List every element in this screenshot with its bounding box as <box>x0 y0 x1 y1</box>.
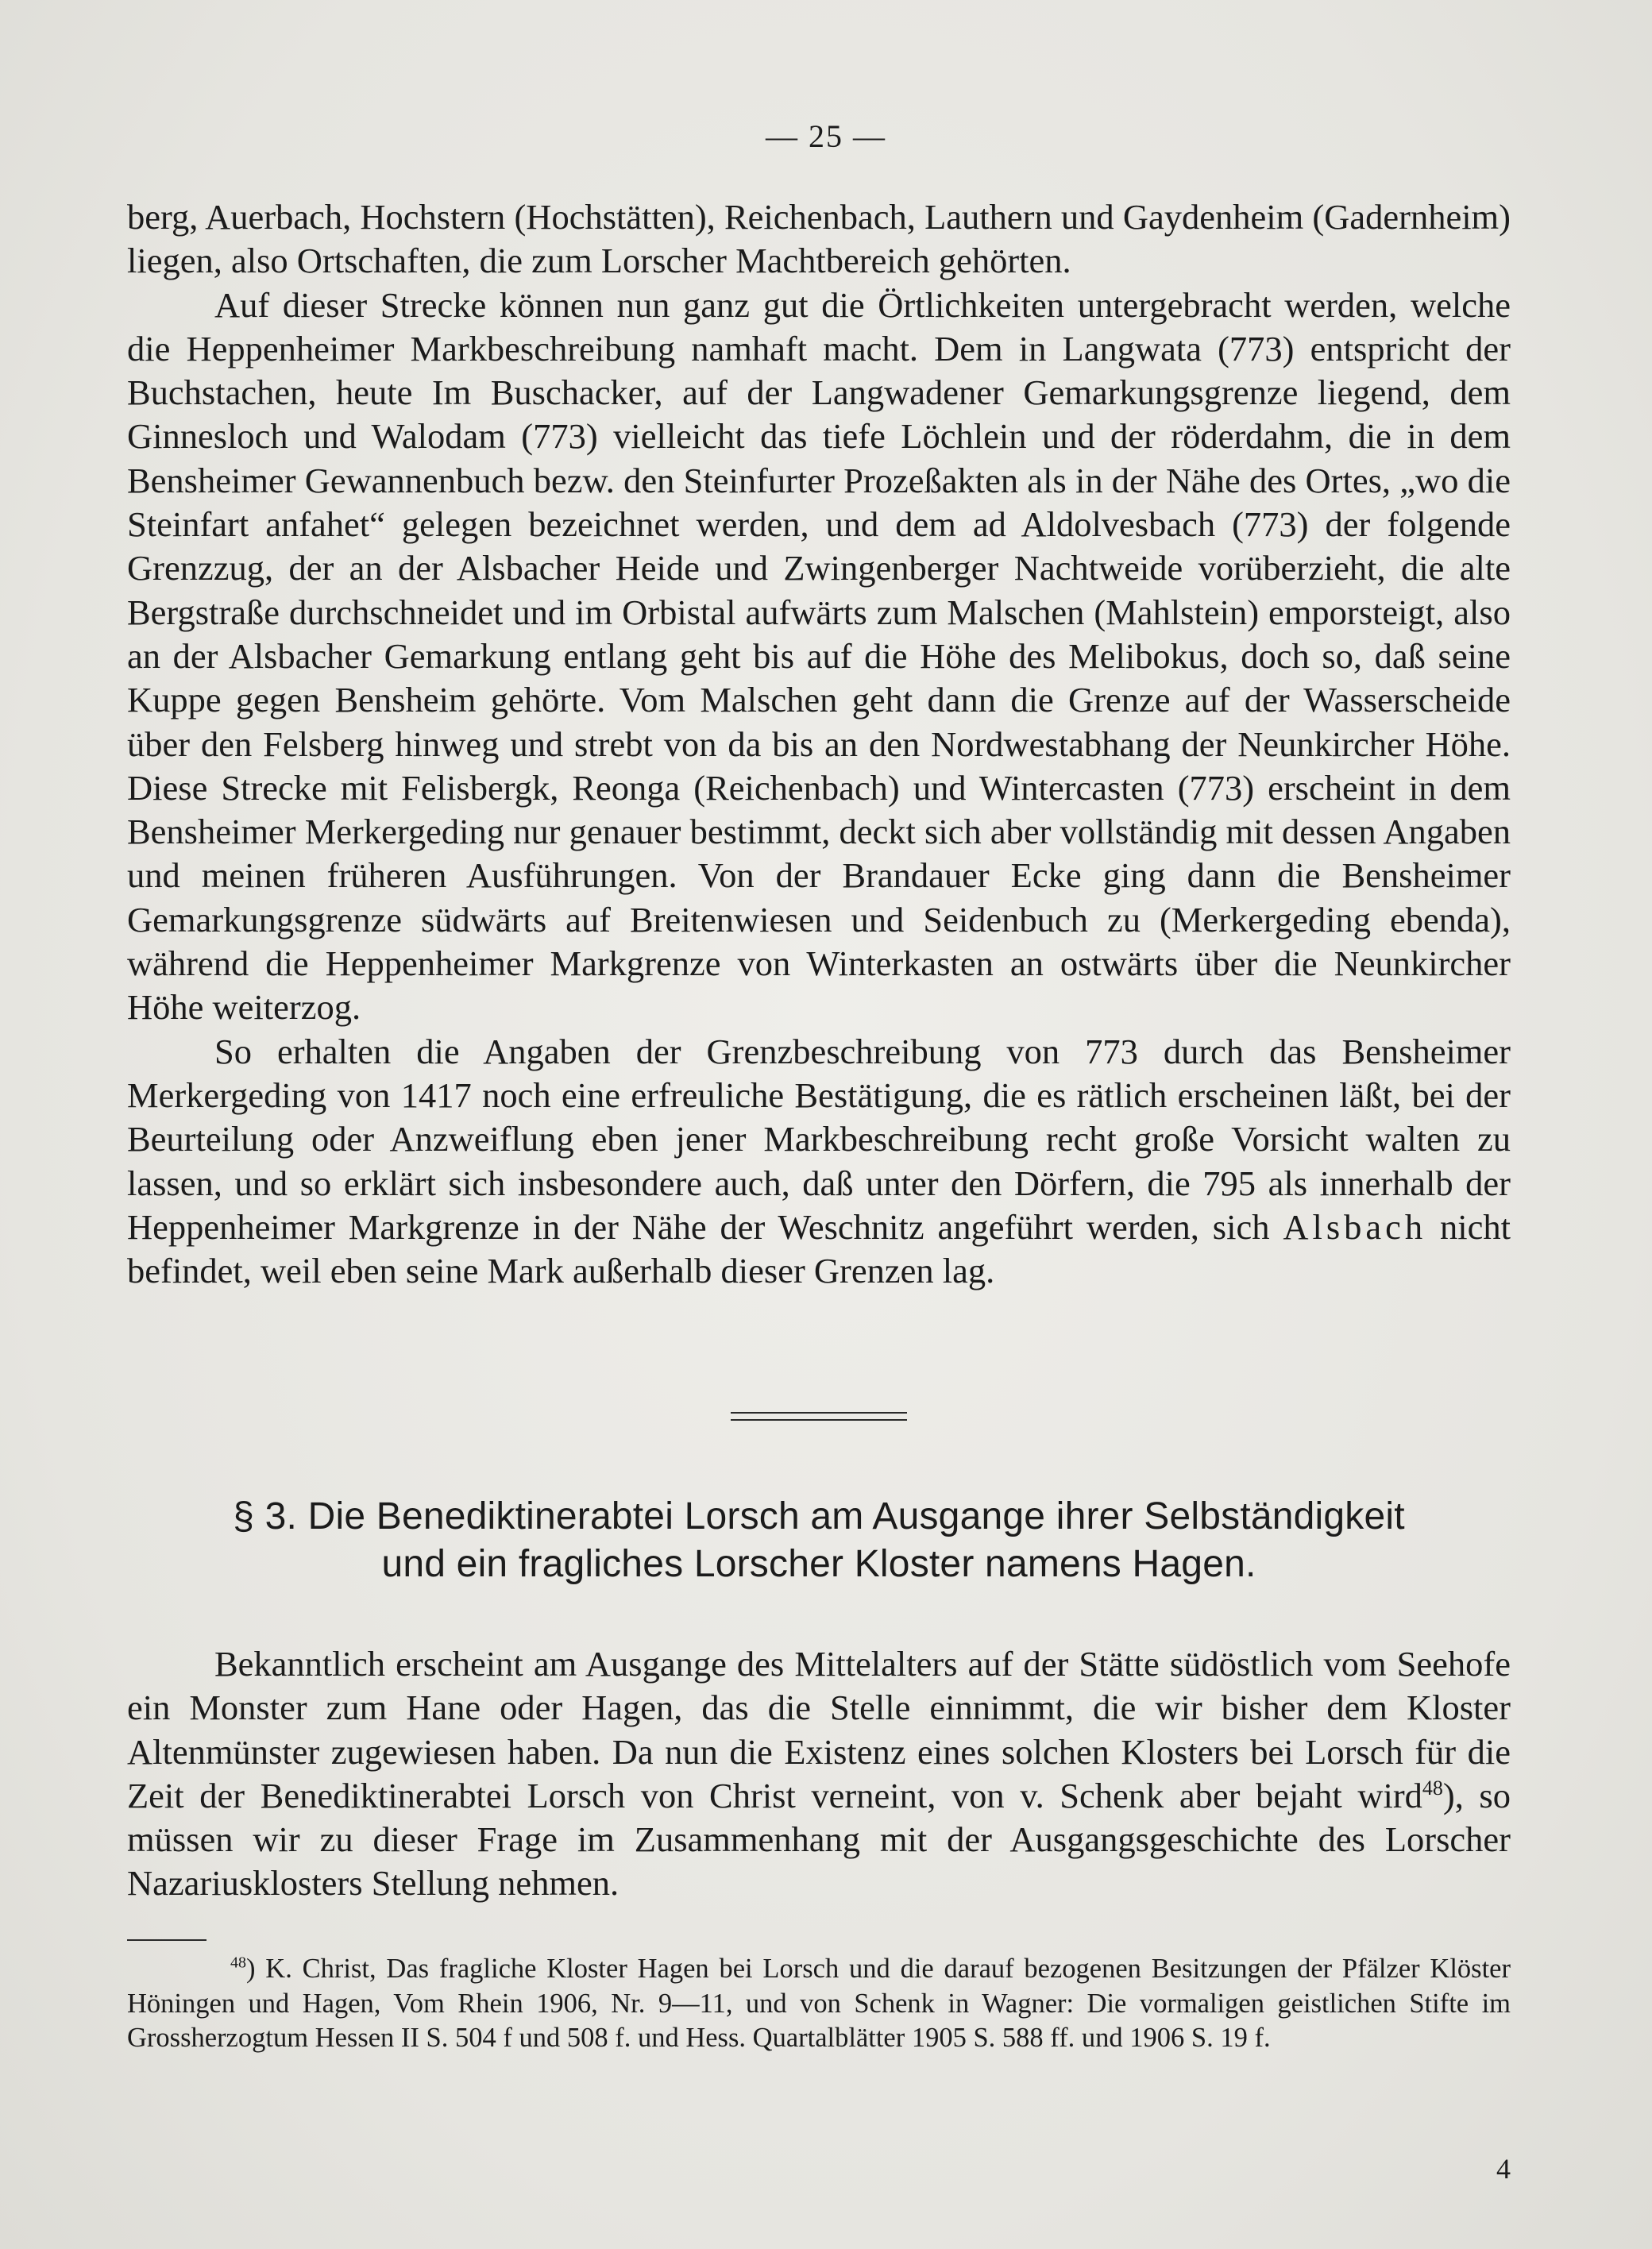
footnote <box>127 1952 1511 2056</box>
footnote-rule <box>127 1939 206 1941</box>
main-text <box>127 195 1511 1293</box>
footnote-paragraph <box>127 1952 1511 2056</box>
paragraph-text: nicht befindet, weil eben seine Mark außerhalb dieser Grenzen lag. <box>127 1206 1511 1291</box>
paragraph: berg, Auerbach, Hochstern (Hochstätten), Reichenbach, Lauthern und Gaydenheim (Gadernheim) liegen, also Ortschaften, die zum Lorscher Machtbereich gehörten. <box>127 197 1511 281</box>
section-text <box>127 1642 1511 1906</box>
signature-mark: 4 <box>1496 2153 1511 2185</box>
paragraph: Auf dieser Strecke können nun ganz gut die Örtlichkeiten untergebracht werden, welche die Heppenheimer Markbeschreibung namhaft macht. Dem in Langwata (773) entspricht der Buchstachen, heute Im Buschacker, auf der Langwadener Gemarkungsgrenze liegend, dem Ginnesloch und Walodam (773) vielleicht das tiefe Löchlein und der röderdahm, die in dem Bensheimer Gewannenbuch bezw. den Steinfurter Prozeßakten als in der Nähe des Ortes, „wo die Steinfart anfahet“ gelegen bezeichnet werden, und dem ad Aldolvesbach (773) der folgende Grenzzug, der an der Alsbacher Heide und Zwingenberger Nachtweide vorüberzieht, die alte Bergstraße durchschneidet und im Orbistal aufwärts zum Malschen (Mahlstein) emporsteigt, also an der Alsbacher Gemarkung entlang geht bis auf die Höhe des Melibokus, doch so, daß seine Kuppe gegen Bensheim gehörte. Vom Malschen geht dann die Grenze auf der Wasserscheide über den Felsberg hinweg und strebt von da bis an den Nordwestabhang der Neunkircher Höhe. Diese Strecke mit Felisbergk, Reonga (Reichenbach) und Wintercasten (773) erscheint in dem Bensheimer Merkergeding nur genauer bestimmt, deckt sich aber vollständig mit dessen Angaben und meinen früheren Ausführungen. Von der Brandauer Ecke ging dann die Bensheimer Gemarkungsgrenze südwärts auf Breitenwiesen und Seidenbuch zu (Merkergeding ebenda), während die Heppenheimer Markgrenze von Winterkasten an ostwärts über die Neunkircher Höhe weiterzog. <box>127 284 1511 1028</box>
page-number: — 25 — <box>766 118 886 154</box>
paragraph-text: Bekanntlich erscheint am Ausgange des Mittelalters auf der Stätte südöstlich vom Seehofe ein Monster zum Hane oder Hagen, das die Stelle einnimmt, die wir bisher dem Kloster Altenmünster zugewiesen haben. Da nun die Existenz eines solchen Klosters bei Lorsch für die Zeit der Benediktinerabtei Lorsch von Christ verneint, von v. Schenk aber bejaht wird <box>127 1644 1511 1815</box>
emphasized-word: Alsbach <box>1283 1206 1427 1247</box>
footnote-reference[interactable]: 48 <box>1422 1776 1443 1800</box>
paragraph-text: ), so müssen wir zu dieser Frage im Zusammenhang mit der Ausgangsgeschichte des Lorscher Nazariusklosters Stellung nehmen. <box>127 1775 1511 1904</box>
section-heading-line: und ein fragliches Lorscher Kloster namens Hagen. <box>381 1543 1256 1585</box>
section-heading <box>127 1493 1511 1588</box>
paragraph <box>127 1642 1511 1906</box>
footnote-text: ) K. Christ, Das fragliche Kloster Hagen bei Lorsch und die darauf bezogenen Besitzungen der Pfälzer Klöster Höningen und Hagen, Vom Rhein 1906, Nr. 9—11, und von Schenk in Wagner: Die vormaligen geistlichen Stifte im Grossherzogtum Hessen II S. 504 f und 508 f. und Hess. Quartalblätter 1905 S. 588 ff. und 1906 S. 19 f. <box>127 1954 1511 2053</box>
section-heading-line: § 3. Die Benediktinerabtei Lorsch am Ausgange ihrer Selbständigkeit <box>233 1495 1405 1537</box>
section-separator <box>731 1412 907 1421</box>
paragraph <box>127 1030 1511 1294</box>
paragraph-text: So erhalten die Angaben der Grenzbeschreibung von 773 durch das Bensheimer Merkergeding von 1417 noch eine erfreuliche Bestätigung, die es rätlich erscheinen läßt, bei der Beurteilung oder Anzweiflung eben jener Markbeschreibung recht große Vorsicht walten zu lassen, und so erklärt sich insbesondere auch, daß unter den Dörfern, die 795 als innerhalb der Heppenheimer Markgrenze in der Nähe der Weschnitz angeführt werden, sich <box>127 1031 1511 1247</box>
footnote-mark: 48 <box>230 1954 246 1972</box>
